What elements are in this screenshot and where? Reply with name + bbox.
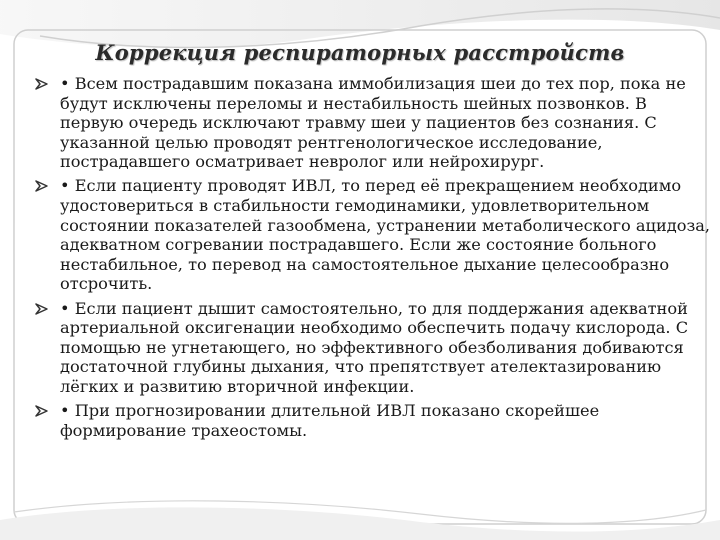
bullet-item — [34, 299, 714, 397]
arrowhead-check-icon — [34, 401, 52, 421]
arrowhead-check-icon — [34, 74, 52, 94]
slide-title: Коррекция респираторных расстройств — [95, 40, 625, 65]
arrowhead-check-icon — [34, 299, 52, 319]
bullet-item — [34, 74, 714, 172]
bullet-text: • Если пациент дышит самостоятельно, то для поддержания адекватной артериальной оксигенации необходимо обеспечить подачу кислорода. С помощью не угнетающего, но эффективного обезболивания добиваются достаточной глубины дыхания, что препятствует ателектазированию лёгких и развитию вторичной инфекции. — [60, 298, 689, 396]
bullet-text: • Если пациенту проводят ИВЛ, то перед её прекращением необходимо удостовериться в стабильности гемодинамики, удовлетворительном состоянии показателей газообмена, устранении метаболического ацидоза, адекватном согревании пострадавшего. Если же состояние больного нестабильное, то перевод на самостоятельное дыхание целесообразно отсрочить. — [60, 176, 711, 294]
bullet-text: • При прогнозировании длительной ИВЛ показано скорейшее формирование трахеостомы. — [60, 401, 600, 440]
bullet-item — [34, 176, 714, 294]
bullet-item — [34, 401, 714, 440]
bullet-list — [34, 74, 714, 445]
bullet-text: • Всем пострадавшим показана иммобилизация шеи до тех пор, пока не будут исключены переломы и нестабильность шейных позвонков. В первую очередь исключают травму шеи у пациентов без сознания. С указанной целью проводят рентгенологическое исследование, пострадавшего осматривает невролог или нейрохирург. — [60, 74, 686, 172]
arrowhead-check-icon — [34, 176, 52, 196]
